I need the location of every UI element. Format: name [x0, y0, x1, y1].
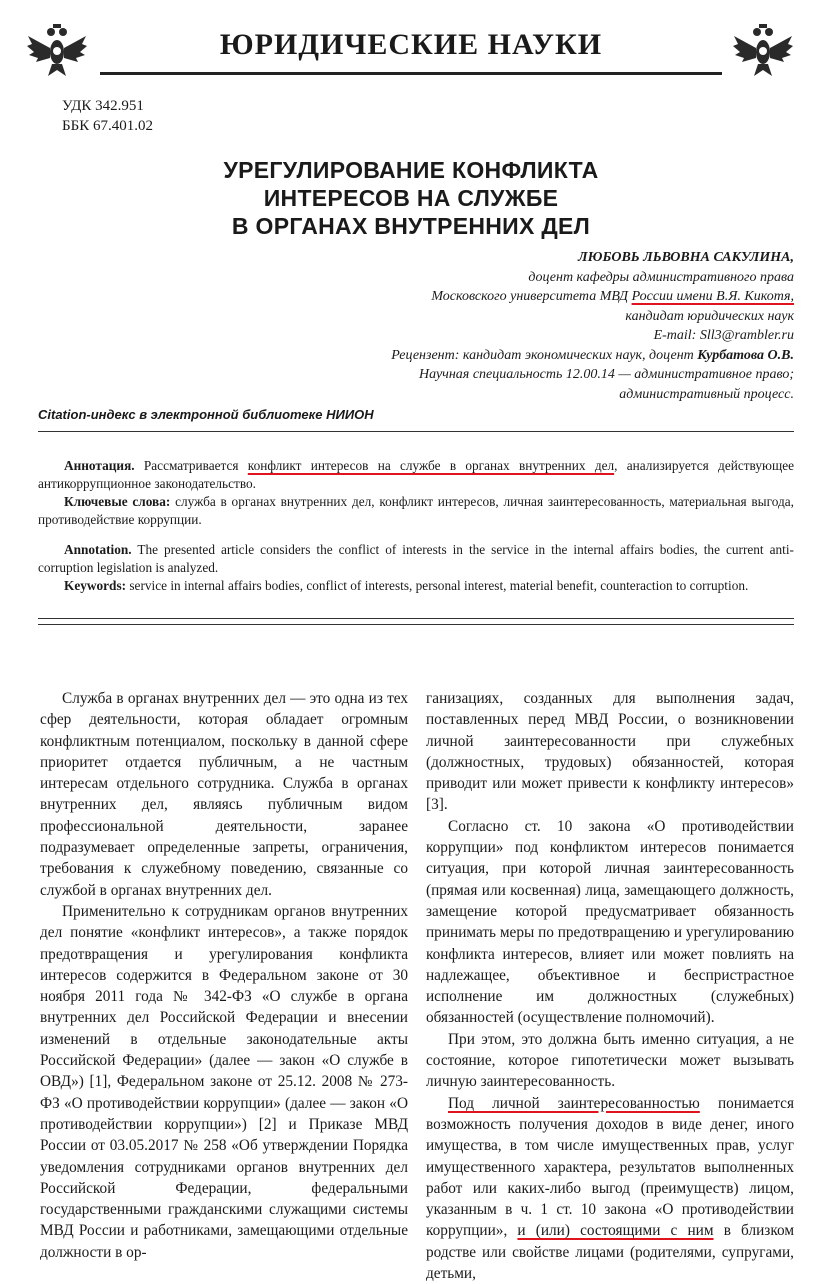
paragraph	[426, 1093, 794, 1284]
keywords-ru-label: Ключевые слова:	[64, 494, 171, 509]
divider	[38, 624, 794, 625]
classification-codes	[62, 96, 153, 136]
specialty-line-2: административный процесс.	[619, 386, 794, 402]
keywords-en-label: Keywords:	[64, 578, 127, 593]
keywords-en	[38, 577, 794, 595]
author-position: доцент кафедры административного права	[528, 269, 794, 285]
citation-label: Citation-индекс в электронной библиотеке НИИОН	[38, 407, 374, 422]
paragraph-text: понимается возможность получения доходов в виде денег, иного имущества, в том числе имущественных прав, услуг имущественного характера, результатов выполненных работ или каких-либо выгод (преимуществ) лицом, указанным в ч. 1 ст. 10 закона «О противодействии коррупции»,	[426, 1094, 794, 1240]
keywords-en-text: service in internal affairs bodies, conflict of interests, personal interest, material benefit, counteraction to corruption.	[126, 578, 749, 593]
paragraph: Согласно ст. 10 закона «О противодействии коррупции» под конфликтом интересов понимается ситуация, при которой личная заинтересованность (прямая или косвенная) лица, замещающего должность, замещение которой предусматривает обязанность принимать меры по предотвращению и урегулированию конфликта интересов, влияет или может повлиять на надлежащее, объективное и беспристрастное исполнение им должностных (служебных) обязанностей (осуществление полномочий).	[426, 817, 794, 1027]
body-column-left	[40, 688, 408, 1263]
paragraph-text: в близком родстве или свойстве лицами (родителями, супругами, детьми,	[426, 1222, 795, 1283]
eagle-emblem-icon	[26, 18, 88, 80]
keywords-ru-text: служба в органах внутренних дел, конфликт интересов, личная заинтересованность, материальная выгода, противодействие коррупции.	[38, 494, 794, 527]
paragraph: Применительно к сотрудникам органов внутренних дел понятие «конфликт интересов», а также порядок предотвращения и урегулирования конфликта интересов содержится в Федеральном законе от 30 ноября 2011 года № 342-ФЗ «О службе в органа внутренних дел Российской Федерации и внесении изменений в отдельные законодательные акты Российской Федерации» (далее — закон «О службе в ОВД») [1], Федеральном законе от 25.12. 2008 № 273-ФЗ «О противодействии коррупции» (далее — закон «О противодействии коррупции») [2] и Приказе МВД России от 03.05.2017 № 258 «Об утверждении Порядка уведомления сотрудниками органов внутренних дел Российской Федерации, федеральными государственными гражданскими служащими системы МВД России и работниками, замещающими отдельные должности в ор-	[40, 902, 408, 1261]
highlight-term: и (или) состоящими с ним	[517, 1222, 714, 1240]
divider	[38, 618, 794, 619]
abstract-ru-label: Аннотация.	[64, 458, 135, 473]
abstract-text: Рассматривается	[134, 458, 248, 473]
highlight-term: Под личной заинтересованностью	[448, 1094, 700, 1112]
abstract-en	[38, 541, 794, 577]
eagle-emblem-icon	[732, 18, 794, 80]
abstract-en-block	[38, 541, 794, 595]
paragraph: Служба в органах внутренних дел — это одна из тех сфер деятельности, которая обладает огромным конфликтным потенциалом, поскольку в данной сфере приоритет отдается публичным, а не частным интересам отдельного сотрудника. Служба в органах внутренних дел, являясь публичным видом профессиональной деятельности, заранее подразумевает определенные запреты, ограничения, требования к служебному поведению, связанные со службой в органах внутренних дел.	[40, 690, 408, 899]
author-name: ЛЮБОВЬ ЛЬВОВНА САКУЛИНА,	[578, 250, 794, 265]
university-highlight: России имени В.Я. Кикотя,	[631, 289, 794, 304]
abstract-text: , анализируется действующее антикоррупционное законодательство.	[38, 458, 794, 491]
abstract-en-text: The presented article considers the conflict of interests in the service in the internal affairs bodies, the current anti-corruption legislation is analyzed.	[38, 542, 794, 575]
udk-code: УДК 342.951	[62, 98, 144, 114]
specialty-line-1: Научная специальность 12.00.14 — административное право;	[419, 367, 794, 382]
reviewer	[234, 346, 794, 366]
body-column-right	[426, 688, 794, 1284]
title-line: ИНТЕРЕСОВ НА СЛУЖБЕ	[263, 185, 559, 211]
abstract-ru-block	[38, 457, 794, 529]
university-text: Московского университета МВД	[431, 289, 632, 304]
reviewer-prefix: Рецензент: кандидат экономических наук, доцент	[391, 347, 698, 363]
article-title	[90, 156, 732, 240]
abstract-highlight: конфликт интересов на службе в органах внутренних дел	[247, 458, 615, 473]
author-university	[234, 287, 794, 307]
title-line: В ОРГАНАХ ВНУТРЕННИХ ДЕЛ	[231, 213, 591, 239]
author-info	[234, 248, 794, 404]
abstract-ru	[38, 457, 794, 493]
divider	[38, 431, 794, 432]
keywords-ru	[38, 493, 794, 529]
journal-section-title: ЮРИДИЧЕСКИЕ НАУКИ	[219, 28, 603, 61]
author-email: E-mail: Sll3@rambler.ru	[653, 328, 794, 343]
header-divider	[100, 72, 722, 75]
title-line: УРЕГУЛИРОВАНИЕ КОНФЛИКТА	[223, 157, 599, 183]
author-degree: кандидат юридических наук	[625, 308, 794, 324]
paragraph: ганизациях, созданных для выполнения задач, поставленных перед МВД России, о возникновении личной заинтересованности при служебных (должностных, трудовых) обязанностей, которая приводит или может привести к конфликту интересов» [3].	[426, 690, 794, 814]
paragraph: При этом, это должна быть именно ситуация, а не состояние, которое гипотетически может вызывать личную заинтересованность.	[426, 1030, 794, 1091]
abstract-en-label: Annotation.	[64, 542, 132, 557]
reviewer-name: Курбатова О.В.	[697, 347, 794, 363]
bbk-code: ББК 67.401.02	[62, 118, 153, 134]
